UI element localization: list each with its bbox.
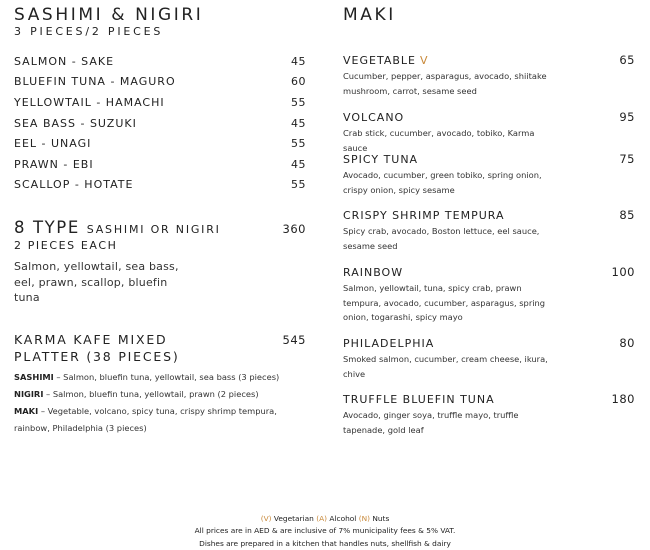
menu-item xyxy=(14,133,306,154)
maki-item-price: 80 xyxy=(619,336,635,350)
maki-item-price: 85 xyxy=(619,208,635,222)
platter-line-label: SASHIMI xyxy=(14,372,54,382)
maki-title: MAKI xyxy=(343,5,396,25)
menu-item xyxy=(14,92,306,113)
footer-price-note: All prices are in AED & are inclusive of 7% municipality fees & 5% VAT. xyxy=(194,526,456,536)
maki-item xyxy=(343,152,635,197)
maki-item-name-text: SPICY TUNA xyxy=(343,152,419,166)
maki-item-name-text: TRUFFLE BLUEFIN TUNA xyxy=(343,392,495,406)
maki-item-price: 75 xyxy=(619,152,635,166)
menu-item xyxy=(14,154,306,175)
eight-type-title-big: 8 TYPE xyxy=(14,218,80,237)
maki-item-price: 100 xyxy=(611,265,635,279)
maki-item-description: Avocado, cucumber, green tobiko, spring onion, crispy onion, spicy sesame xyxy=(343,170,542,195)
maki-item-name-text: PHILADELPHIA xyxy=(343,336,435,350)
maki-item-name-text: VEGETABLE xyxy=(343,53,416,67)
section-title: SASHIMI & NIGIRI xyxy=(14,5,204,25)
maki-item-price: 95 xyxy=(619,110,635,124)
menu-item-name: SEA BASS - SUZUKI xyxy=(14,116,137,130)
platter-line xyxy=(14,403,306,437)
platter-line-label: NIGIRI xyxy=(14,389,44,399)
menu-item-name: SCALLOP - HOTATE xyxy=(14,178,134,192)
menu-item xyxy=(14,113,306,134)
maki-item xyxy=(343,392,635,437)
eight-type-price: 360 xyxy=(282,222,306,236)
maki-item-head xyxy=(343,53,635,67)
menu-item-name: YELLOWTAIL - HAMACHI xyxy=(14,95,165,109)
platter-lines xyxy=(14,369,306,437)
sashimi-list xyxy=(14,51,306,195)
vegetarian-badge: V xyxy=(419,53,429,67)
menu-item-price: 45 xyxy=(291,116,306,130)
maki-item-head xyxy=(343,208,635,222)
menu-item-price: 55 xyxy=(291,95,306,109)
menu-item-price: 60 xyxy=(291,75,306,89)
eight-type-title-small: SASHIMI OR NIGIRI xyxy=(86,223,221,236)
menu-item-name: SALMON - SAKE xyxy=(14,54,115,68)
maki-item-name xyxy=(343,337,434,350)
maki-item-head xyxy=(343,336,635,350)
maki-item xyxy=(343,265,635,325)
platter-line-text: – Salmon, bluefin tuna, yellowtail, sea bass (3 pieces) xyxy=(53,372,280,382)
platter-line-label: MAKI xyxy=(14,406,39,416)
menu-item xyxy=(14,51,306,72)
footer-legend xyxy=(0,513,650,525)
menu-item-price: 55 xyxy=(291,178,306,192)
platter-line xyxy=(14,386,306,403)
maki-item-description: Crab stick, cucumber, avocado, tobiko, Karma sauce xyxy=(343,128,535,153)
maki-item-description: Spicy crab, avocado, Boston lettuce, eel sauce, sesame seed xyxy=(343,226,540,251)
platter-line xyxy=(14,369,306,386)
legend-label: Nuts xyxy=(370,514,390,523)
maki-item-name xyxy=(343,393,495,406)
legend-code: (N) xyxy=(358,514,370,523)
eight-type-description: Salmon, yellowtail, sea bass, eel, prawn, scallop, bluefin tuna xyxy=(14,260,179,304)
menu-item xyxy=(14,72,306,93)
eight-type-subtitle: 2 PIECES EACH xyxy=(14,239,118,252)
maki-item-head xyxy=(343,392,635,406)
maki-item-description: Smoked salmon, cucumber, cream cheese, ikura, chive xyxy=(343,354,548,379)
maki-item-head xyxy=(343,265,635,279)
menu-item-price: 45 xyxy=(291,54,306,68)
maki-item-head xyxy=(343,152,635,166)
maki-item xyxy=(343,53,635,98)
platter-section xyxy=(14,331,306,437)
legend-label: Vegetarian xyxy=(271,514,317,523)
maki-item-price: 65 xyxy=(619,53,635,67)
footer-allergen-note: Dishes are prepared in a kitchen that handles nuts, shellfish & dairy xyxy=(199,538,451,548)
menu-item-price: 55 xyxy=(291,137,306,151)
menu-item-name: EEL - UNAGI xyxy=(14,137,92,151)
maki-item-description: Avocado, ginger soya, truffle mayo, truffle tapenade, gold leaf xyxy=(343,410,519,435)
legend-code: (V) xyxy=(260,514,272,523)
maki-item-name xyxy=(343,153,418,166)
maki-item-name-text: RAINBOW xyxy=(343,265,404,279)
menu-item-price: 45 xyxy=(291,157,306,171)
menu-item xyxy=(14,175,306,196)
maki-item-name xyxy=(343,209,505,222)
section-subtitle: 3 PIECES/2 PIECES xyxy=(14,25,164,38)
maki-item-description: Salmon, yellowtail, tuna, spicy crab, prawn tempura, avocado, cucumber, asparagus, spring onion, togarashi, spicy mayo xyxy=(343,283,546,322)
maki-item-name xyxy=(343,111,404,124)
maki-item xyxy=(343,336,635,381)
maki-item-description: Cucumber, pepper, asparagus, avocado, shiitake mushroom, carrot, sesame seed xyxy=(343,71,547,96)
footer xyxy=(0,513,650,550)
eight-type-section xyxy=(14,219,306,306)
sashimi-nigiri-section xyxy=(14,6,306,195)
maki-item-head xyxy=(343,110,635,124)
legend-code: (A) xyxy=(316,514,328,523)
platter-price: 545 xyxy=(282,333,306,347)
platter-title-line1: KARMA KAFE MIXED xyxy=(14,332,168,347)
maki-item-name-text: CRISPY SHRIMP TEMPURA xyxy=(343,208,505,222)
maki-item-name-text: VOLCANO xyxy=(343,110,405,124)
menu-item-name: BLUEFIN TUNA - MAGURO xyxy=(14,75,176,89)
maki-item xyxy=(343,208,635,253)
maki-item-name xyxy=(343,54,429,67)
maki-item-price: 180 xyxy=(611,392,635,406)
platter-title-line2: PLATTER (38 PIECES) xyxy=(14,349,180,364)
menu-item-name: PRAWN - EBI xyxy=(14,157,94,171)
eight-type-title xyxy=(14,219,221,239)
maki-item xyxy=(343,110,635,155)
legend-label: Alcohol xyxy=(327,514,359,523)
platter-line-text: – Vegetable, volcano, spicy tuna, crispy shrimp tempura, rainbow, Philadelphia (3 pieces) xyxy=(14,406,277,433)
platter-line-text: – Salmon, bluefin tuna, yellowtail, prawn (2 pieces) xyxy=(43,389,259,399)
maki-item-name xyxy=(343,266,403,279)
